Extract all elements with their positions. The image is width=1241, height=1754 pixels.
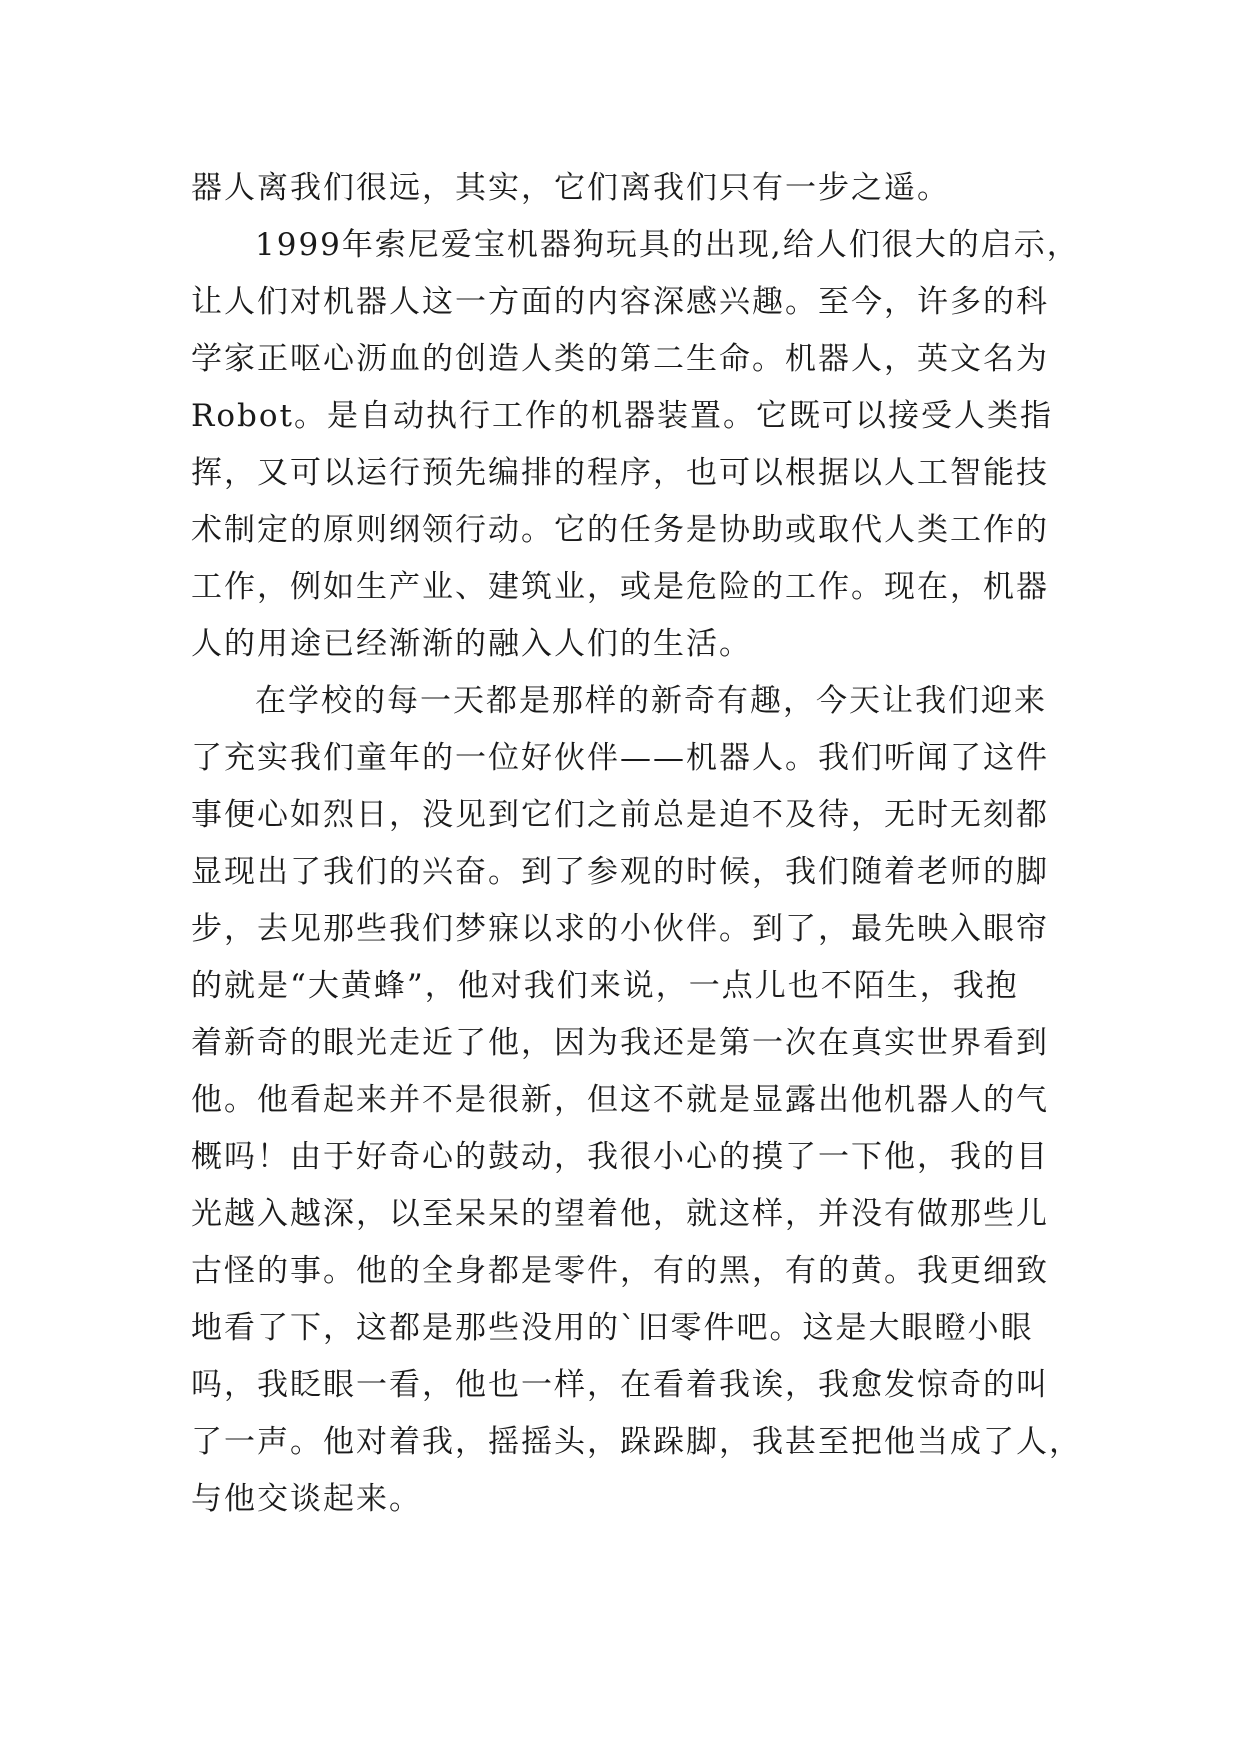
text-line: 学家正呕心沥血的创造人类的第二生命。机器人，英文名为 — [191, 341, 1049, 377]
text-line: 概吗！由于好奇心的鼓动，我很小心的摸了一下他，我的目 — [191, 1139, 1049, 1175]
text-line: 与他交谈起来。 — [191, 1481, 422, 1517]
text-line: 人的用途已经渐渐的融入人们的生活。 — [191, 626, 752, 662]
text-line: 他。他看起来并不是很新，但这不就是显露出他机器人的气 — [191, 1082, 1049, 1118]
text-line: Robot。是自动执行工作的机器装置。它既可以接受人类指 — [191, 398, 1053, 434]
text-line: 让人们对机器人这一方面的内容深感兴趣。至今，许多的科 — [191, 284, 1049, 320]
text-line: 步，去见那些我们梦寐以求的小伙伴。到了，最先映入眼帘 — [191, 911, 1049, 947]
text-line: 工作，例如生产业、建筑业，或是危险的工作。现在，机器 — [191, 569, 1049, 605]
paragraph — [191, 160, 1091, 217]
text-line: 的就是“大黄蜂”，他对我们来说，一点儿也不陌生，我抱 — [191, 968, 1019, 1004]
body-text — [191, 160, 1091, 1528]
text-line: 术制定的原则纲领行动。它的任务是协助或取代人类工作的 — [191, 512, 1049, 548]
text-line: 事便心如烈日，没见到它们之前总是迫不及待，无时无刻都 — [191, 797, 1049, 833]
text-line: 光越入越深，以至呆呆的望着他，就这样，并没有做那些儿 — [191, 1196, 1049, 1232]
text-line: 1999年索尼爱宝机器狗玩具的出现,给人们很大的启示， — [255, 227, 1080, 263]
text-line: 古怪的事。他的全身都是零件，有的黑，有的黄。我更细致 — [191, 1253, 1049, 1289]
text-line: 着新奇的眼光走近了他，因为我还是第一次在真实世界看到 — [191, 1025, 1049, 1061]
text-line: 在学校的每一天都是那样的新奇有趣，今天让我们迎来 — [255, 683, 1047, 719]
text-line: 吗，我眨眼一看，他也一样，在看着我诶，我愈发惊奇的叫 — [191, 1367, 1049, 1403]
text-line: 地看了下，这都是那些没用的`旧零件吧。这是大眼瞪小眼 — [191, 1310, 1034, 1346]
text-line: 器人离我们很远，其实，它们离我们只有一步之遥。 — [191, 170, 950, 206]
text-line: 显现出了我们的兴奋。到了参观的时候，我们随着老师的脚 — [191, 854, 1049, 890]
paragraph — [191, 673, 1091, 1528]
paragraph — [191, 217, 1091, 673]
text-line: 挥，又可以运行预先编排的程序，也可以根据以人工智能技 — [191, 455, 1049, 491]
text-line: 了充实我们童年的一位好伙伴——机器人。我们听闻了这件 — [191, 740, 1049, 776]
text-line: 了一声。他对着我，摇摇头，跺跺脚，我甚至把他当成了人， — [191, 1424, 1082, 1460]
